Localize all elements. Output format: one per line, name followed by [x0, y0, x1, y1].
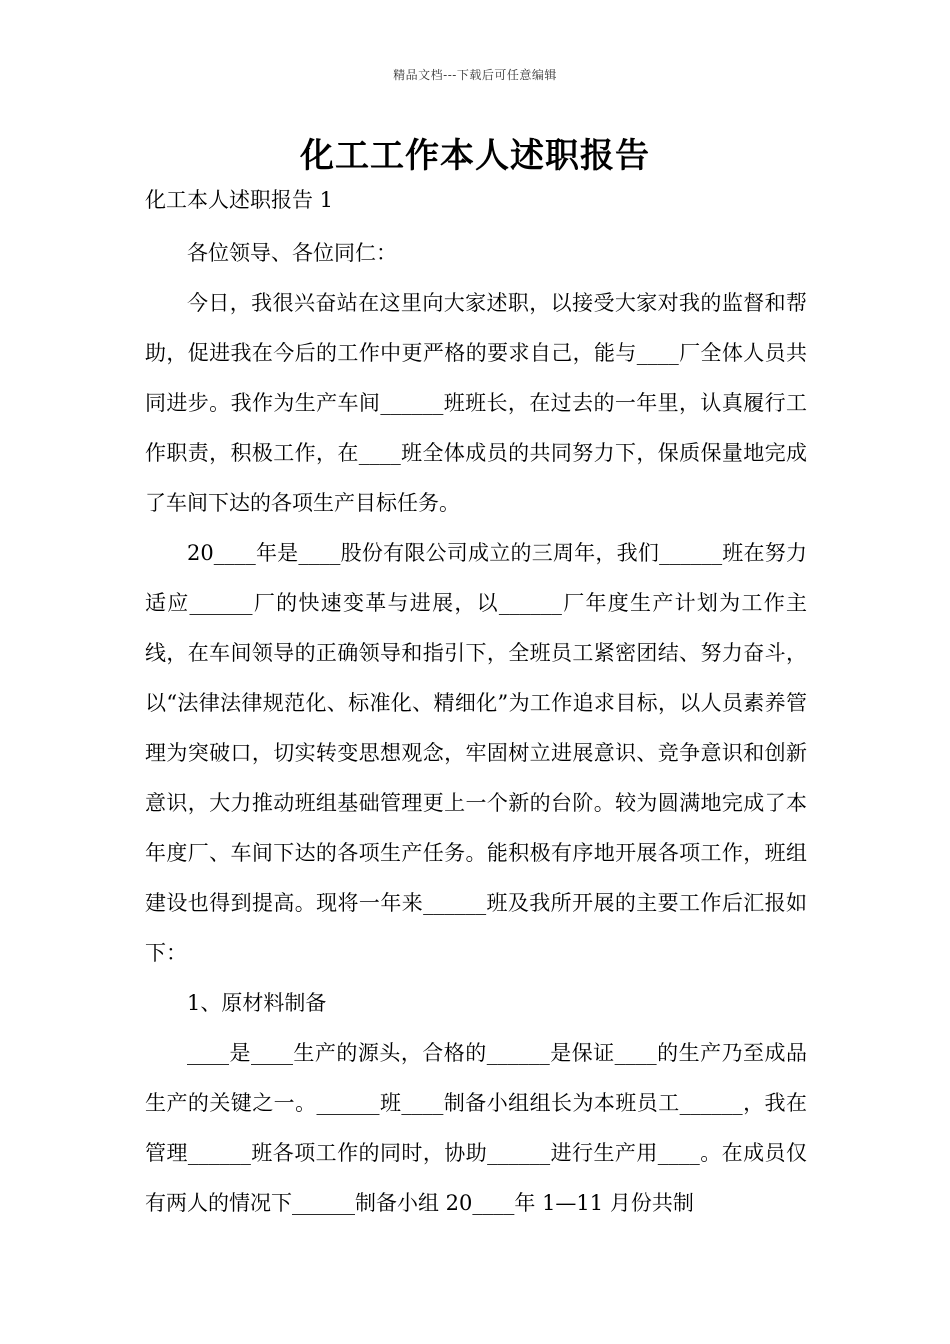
body-paragraph: 今日，我很兴奋站在这里向大家述职，以接受大家对我的监督和帮助，促进我在今后的工作中更严格的要求自己，能与____厂全体人员共同进步。我作为生产车间______班班长，在过去的一年里，认真履行工作职责，积极工作，在____班全体成员的共同努力下，保质保量地完成了车间下达的各项生产目标任务。: [145, 291, 807, 515]
document-body: [145, 228, 807, 1228]
salutation-paragraph: 各位领导、各位同仁：: [187, 241, 397, 265]
document-subtitle: 化工本人述职报告 1: [145, 188, 334, 212]
section-heading: 1、原材料制备: [187, 991, 327, 1015]
page-title: 化工工作本人述职报告: [300, 136, 650, 176]
body-paragraph: ____是____生产的源头，合格的______是保证____的生产乃至成品生产的关键之一。______班____制备小组组长为本班员工______，我在管理______班各项工作的同时，协助______进行生产用____。在成员仅有两人的情况下______制备小组 20____年 1—11 月份共制: [145, 1041, 807, 1215]
body-paragraph: 20____年是____股份有限公司成立的三周年，我们______班在努力适应______厂的快速变革与进展，以______厂年度生产计划为工作主线，在车间领导的正确领导和指引下，全班员工紧密团结、努力奋斗，以“法律法律规范化、标准化、精细化”为工作追求目标，以人员素养管理为突破口，切实转变思想观念，牢固树立进展意识、竞争意识和创新意识，大力推动班组基础管理更上一个新的台阶。较为圆满地完成了本年度厂、车间下达的各项生产任务。能积极有序地开展各项工作，班组建设也得到提高。现将一年来______班及我所开展的主要工作后汇报如下：: [145, 541, 807, 965]
header-note: 精品文档---下载后可任意编辑: [393, 68, 557, 82]
